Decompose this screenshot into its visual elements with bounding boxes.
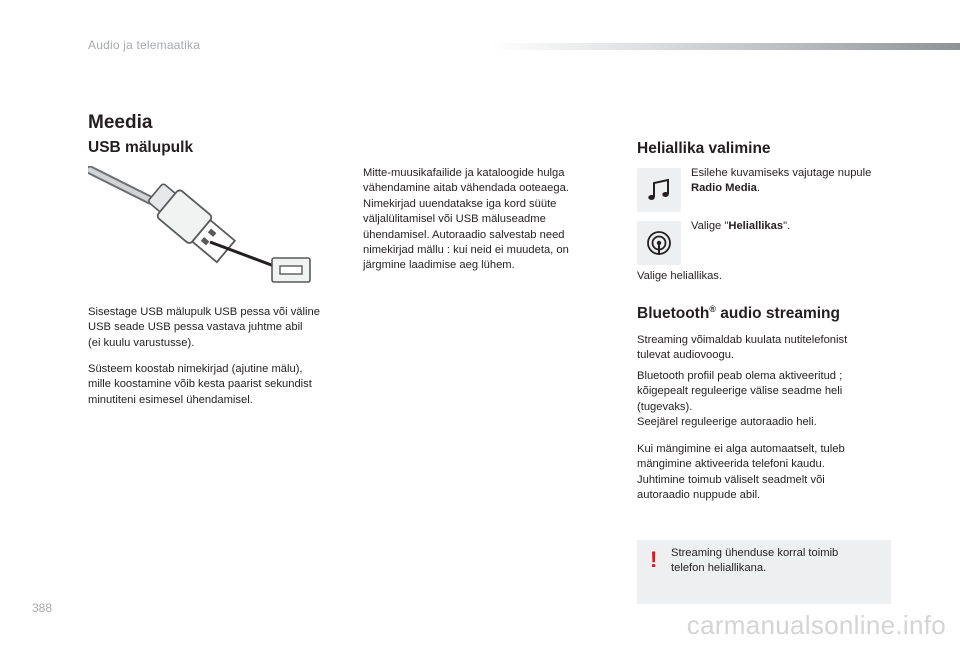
- usb-playlist-paragraph: [88, 362, 348, 408]
- text-line: järgmine laadimise aeg lühem.: [363, 259, 515, 272]
- text-line: Streaming võimaldab kuulata nutitelefonist: [637, 334, 848, 346]
- bluetooth-heading: [637, 304, 840, 323]
- source-menu-label: Heliallikas: [728, 220, 784, 232]
- text-line: kõigepealt reguleerige välise seadme heli: [637, 385, 843, 398]
- text-line: mängimine aktiveerida telefoni kaudu.: [637, 458, 825, 471]
- text-line: Bluetooth profiil peab olema aktiveeritud ;: [637, 370, 843, 382]
- bluetooth-paragraph-2: [637, 369, 907, 431]
- text-line: nimekirjad mällu : kui neid ei muudeta, on: [363, 244, 569, 257]
- text-line: Nimekirjad uuendatakse iga kord süüte: [363, 197, 557, 210]
- source-heading: Heliallika valimine: [637, 140, 771, 157]
- usb-stick-illustration: [88, 166, 314, 286]
- text-line: Süsteem koostab nimekirjad (ajutine mälu),: [88, 363, 303, 375]
- radio-media-label: Radio Media: [691, 182, 757, 195]
- text-line: Streaming ühenduse korral toimib: [671, 547, 839, 559]
- text-line: USB seade USB pessa vastava juhtme abil: [88, 321, 303, 334]
- text-line: telefon heliallikana.: [671, 562, 767, 575]
- text-line: Kui mängimine ei alga automaatselt, tuleb: [637, 443, 845, 455]
- heading-text: audio streaming: [715, 305, 840, 323]
- usb-insert-paragraph: [88, 305, 348, 351]
- text-line: tulevat audiovoogu.: [637, 349, 735, 362]
- music-note-icon: [637, 168, 681, 212]
- text-line: Juhtimine toimub väliselt seadmelt või: [637, 473, 825, 486]
- registered-mark: ®: [709, 304, 716, 314]
- heading-text: Bluetooth: [637, 305, 710, 323]
- warning-text: [671, 546, 881, 577]
- text-fragment: Valige ": [691, 220, 729, 232]
- page-title: Meedia: [88, 112, 153, 133]
- text-line: Mitte-muusikafailide ja kataloogide hulga: [363, 167, 565, 179]
- watermark: carmanualsonline.info: [686, 610, 946, 640]
- text-line: Seejärel reguleerige autoraadio heli.: [637, 416, 817, 429]
- source-step1: [691, 166, 901, 197]
- source-icon: [637, 221, 681, 265]
- text-line: Sisestage USB mälupulk USB pessa või väline: [88, 306, 320, 318]
- text-line: mille koostamine võib kesta paarist sekundist: [88, 378, 312, 391]
- punctuation: .: [756, 182, 760, 195]
- text-line: [691, 181, 901, 196]
- running-header: Audio ja telemaatika: [88, 38, 201, 52]
- text-line: (tugevaks).: [637, 400, 693, 413]
- bluetooth-paragraph-3: [637, 442, 907, 504]
- usb-note-paragraph: [363, 166, 603, 274]
- text-line: vähendamine aitab vähendada ooteaega.: [363, 182, 569, 195]
- source-select-text: Valige heliallikas.: [637, 270, 722, 282]
- header-gradient-bar: [490, 43, 960, 50]
- text-line: Esilehe kuvamiseks vajutage nupule: [691, 167, 872, 179]
- usb-heading: USB mälupulk: [88, 139, 194, 156]
- bluetooth-paragraph-1: [637, 333, 907, 364]
- text-line: ühendamisel. Autoraadio salvestab need: [363, 228, 565, 241]
- text-line: (ei kuulu varustusse).: [88, 336, 195, 349]
- warning-icon: !: [650, 547, 658, 572]
- page-number: 388: [32, 601, 53, 615]
- text-line: minutiteni esimesel ühendamisel.: [88, 393, 253, 406]
- source-step2: [691, 219, 901, 234]
- text-line: autoraadio nuppude abil.: [637, 489, 761, 502]
- text-fragment: ".: [783, 220, 791, 232]
- text-line: väljalülitamisel või USB mäluseadme: [363, 213, 546, 226]
